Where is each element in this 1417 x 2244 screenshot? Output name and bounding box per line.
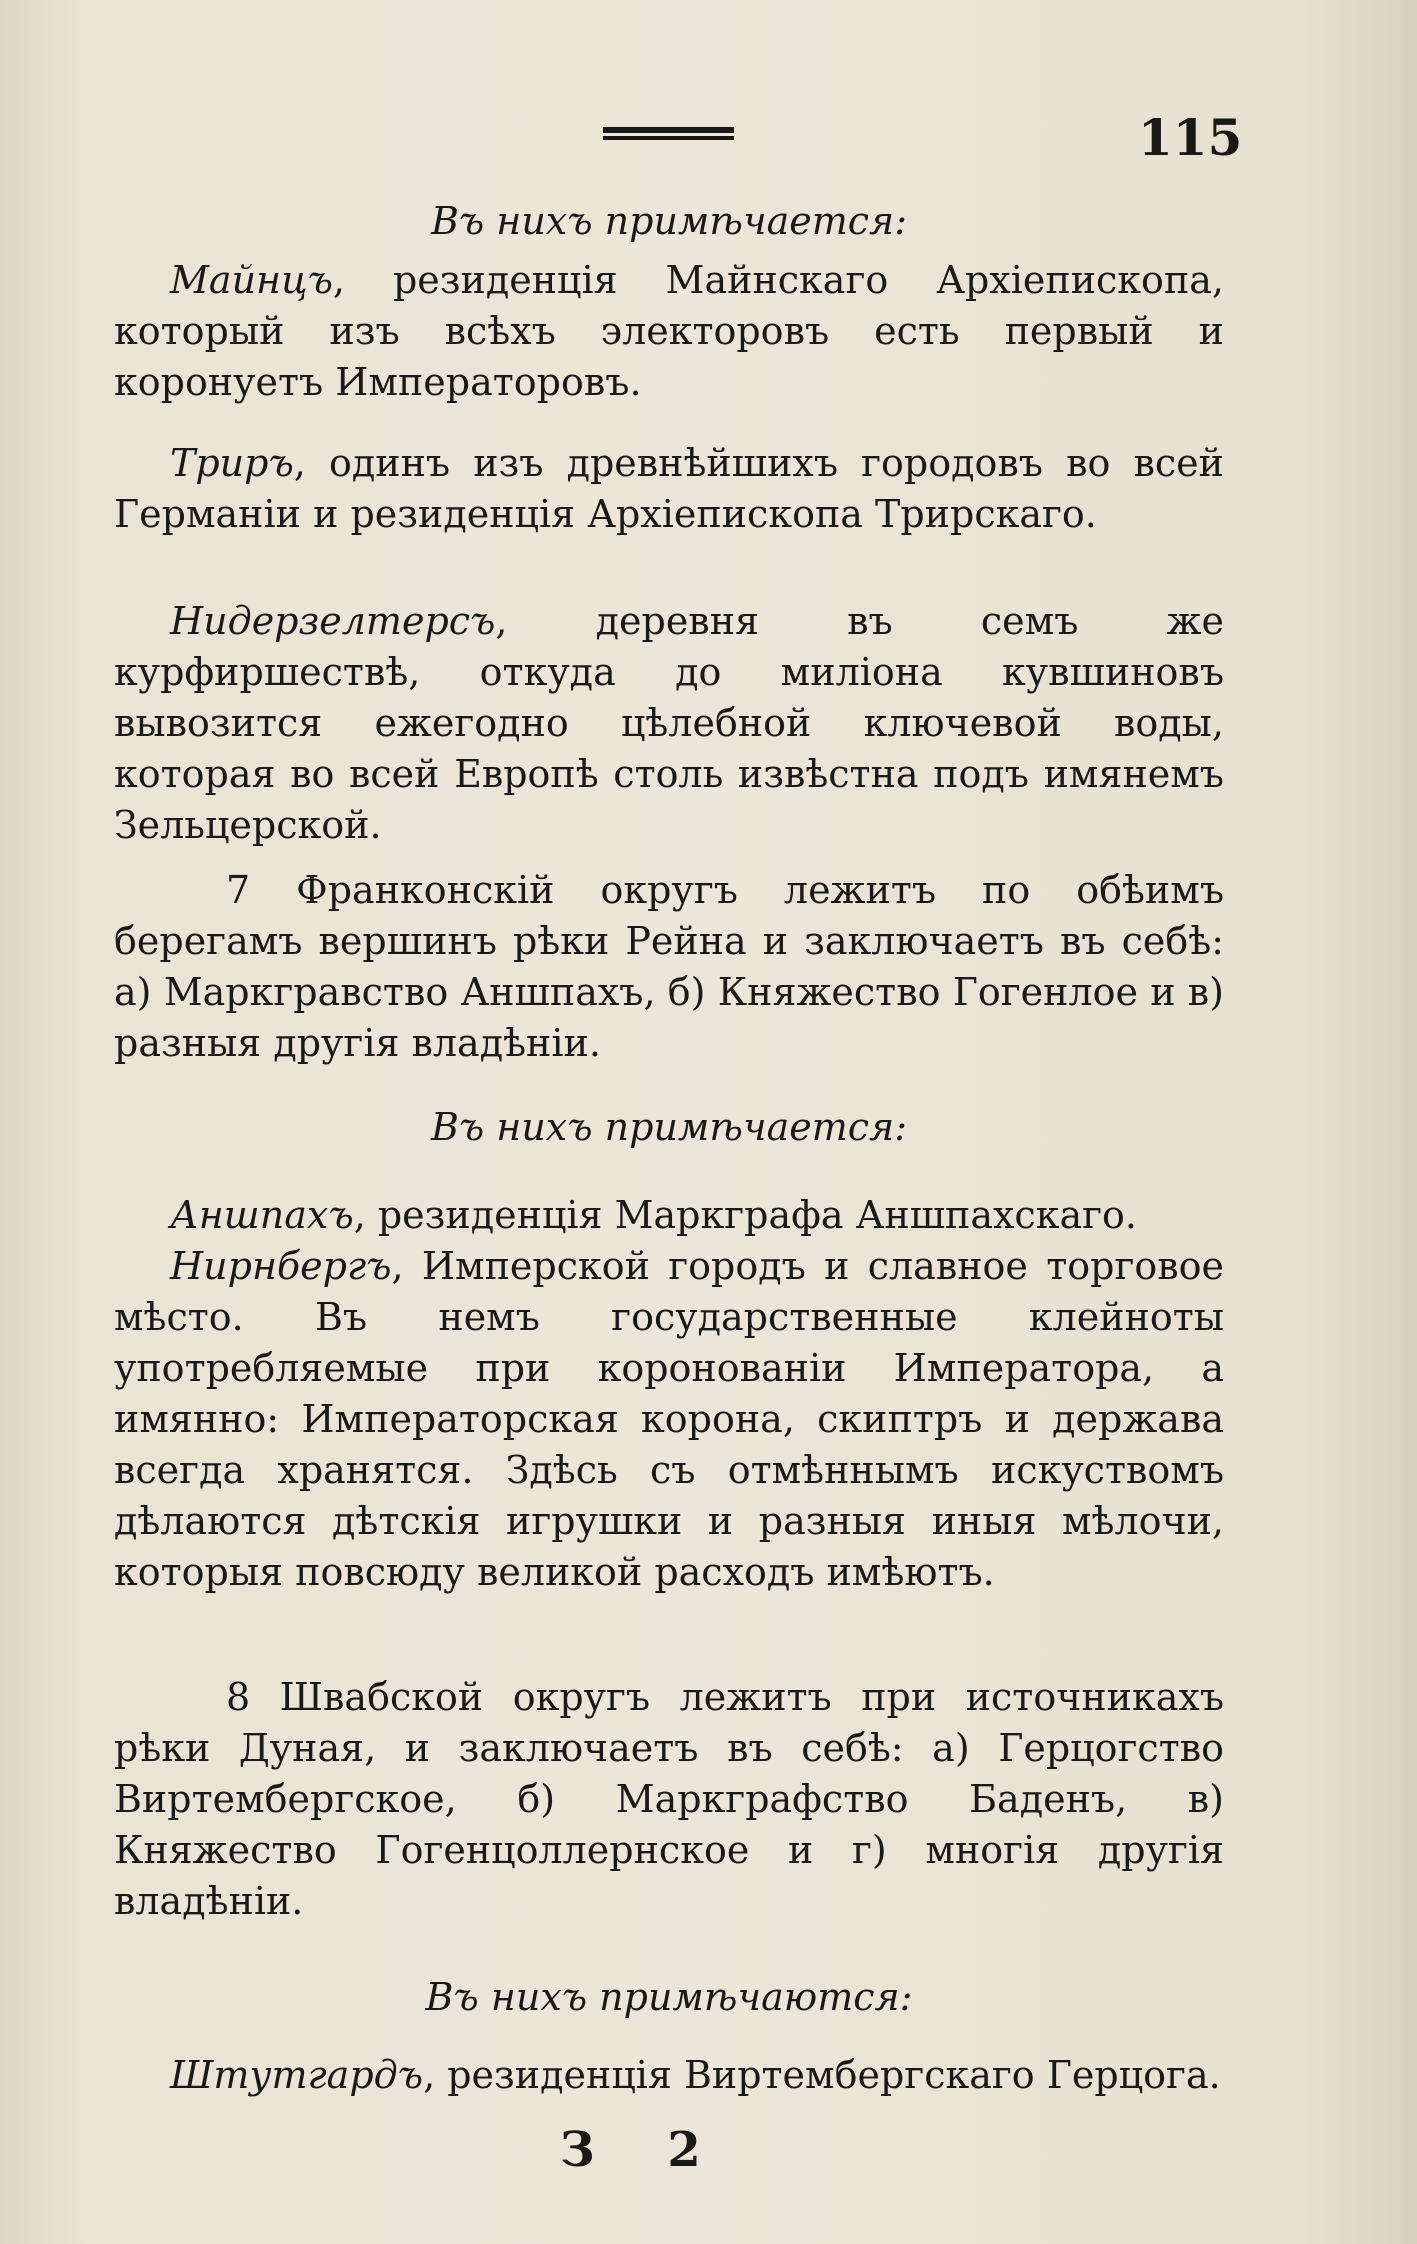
entry-niederselters [114,596,1224,851]
entry-text: , резиденція Майнскаго Архіепископа, который изъ всѣхъ электоровъ есть первый и коронуетъ Императоровъ. [114,258,1224,404]
entry-mainz [114,255,1224,408]
entry-text: , деревня въ семъ же курфиршествѣ, откуда до миліона кувшиновъ вывозится ежегодно цѣлебной ключевой воды, которая во всей Европѣ столь извѣстна подъ имянемъ Зельцерской. [114,599,1224,847]
place-name: Майнцъ [170,258,333,302]
page-number: 115 [1138,108,1243,167]
entry-stuttgart [114,2050,1224,2101]
place-name: Триръ [170,441,294,485]
place-name: Нирнбергъ [170,1244,392,1288]
entry-ansbach [114,1190,1224,1241]
section-heading: Въ нихъ примѣчается: [430,1105,908,1149]
section-heading: Въ нихъ примѣчаются: [425,1975,913,2019]
entry-text: , одинъ изъ древнѣйшихъ городовъ во всей Германіи и резиденція Архіепископа Трирскаго. [114,441,1224,536]
entry-trier [114,438,1224,540]
section-heading: Въ нихъ примѣчается: [430,199,908,243]
place-name: Штутгардъ [170,2053,424,2097]
paragraph-swabian-circle: 8 Швабской округъ лежитъ при источникахъ рѣки Дуная, и заключаетъ въ себѣ: а) Герцогство Виртембергское, б) Маркграфство Баденъ, в) Княжество Гогенцоллернское и г) многія другія владѣніи. [114,1675,1224,1923]
entry-nuremberg [114,1241,1224,1598]
entry-text: , Имперской городъ и славное торговое мѣсто. Въ немъ государственные клейноты употребляемые при коронованіи Императора, а имянно: Императорская корона, скиптръ и держава всегда хранятся. Здѣсь съ отмѣннымъ искуствомъ дѣлаются дѣтскія игрушки и разныя иныя мѣлочи, которыя повсюду великой расходъ имѣютъ. [114,1244,1224,1594]
paragraph-franconian-circle: 7 Франконскій округъ лежитъ по обѣимъ берегамъ вершинъ рѣки Рейна и заключаетъ въ себѣ: а) Маркгравство Аншпахъ, б) Княжество Гогенлое и в) разныя другія владѣніи. [114,868,1224,1065]
signature-mark: З 2 [560,2122,729,2178]
place-name: Аншпахъ [170,1193,354,1237]
entry-text: , резиденція Виртембергскаго Герцога. [423,2053,1221,2097]
entry-text: , резиденція Маркграфа Аншпахскаго. [353,1193,1137,1237]
header-rule [603,127,734,140]
place-name: Нидерзелтерсъ [170,599,496,643]
